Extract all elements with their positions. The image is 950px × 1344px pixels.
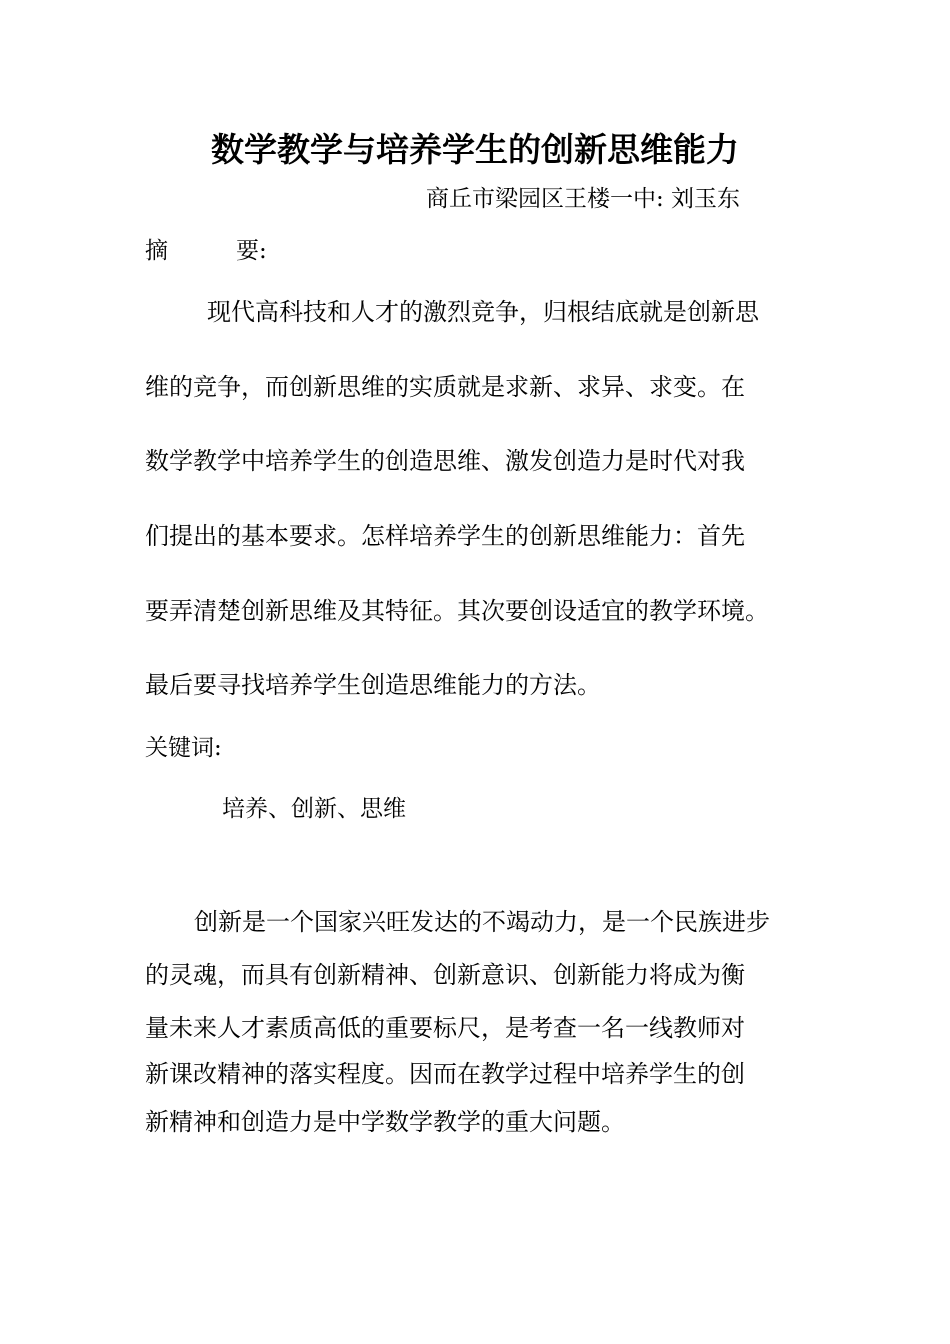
abstract-line: 维的竞争，而创新思维的实质就是求新、求异、求变。在 [145,373,745,401]
abstract-line: 数学教学中培养学生的创造思维、激发创造力是时代对我 [145,447,745,475]
body-line: 新精神和创造力是中学数学教学的重大问题。 [145,1108,625,1136]
abstract-line: 们提出的基本要求。怎样培养学生的创新思维能力：首先 [145,522,745,550]
abstract-line: 最后要寻找培养学生创造思维能力的方法。 [145,671,601,699]
abstract-line: 现代高科技和人才的激烈竞争，归根结底就是创新思 [207,298,759,326]
abstract-line: 要弄清楚创新思维及其特征。其次要创设适宜的教学环境。 [145,597,769,625]
body-line: 量未来人才素质高低的重要标尺，是考查一名一线教师对 [145,1014,745,1042]
body-line: 的灵魂，而具有创新精神、创新意识、创新能力将成为衡 [145,961,745,989]
keywords-label: 关键词: [145,735,222,761]
body-line: 创新是一个国家兴旺发达的不竭动力，是一个民族进步 [194,908,770,936]
abstract-label-right: 要: [236,238,267,264]
abstract-label-left: 摘 [145,238,168,264]
author-line: 商丘市梁园区王楼一中: 刘玉东 [426,186,741,212]
body-line: 新课改精神的落实程度。因而在教学过程中培养学生的创 [145,1060,745,1088]
keywords-text: 培养、创新、思维 [222,796,406,822]
document-title: 数学教学与培养学生的创新思维能力 [211,130,739,169]
